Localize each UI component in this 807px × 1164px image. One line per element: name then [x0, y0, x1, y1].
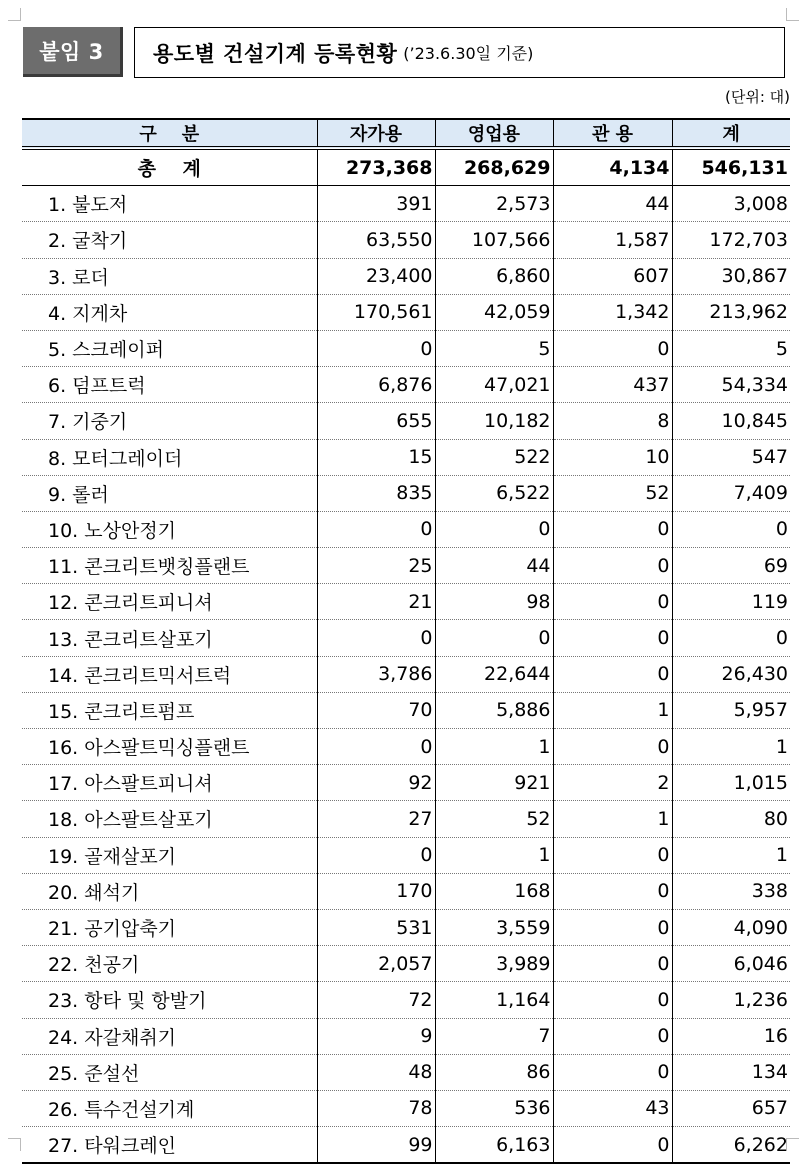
row-name: 4. 지게차 [48, 302, 128, 325]
row-government: 1 [553, 801, 672, 837]
row-sum: 4,090 [672, 909, 790, 945]
row-name: 14. 콘크리트믹서트럭 [48, 664, 232, 687]
row-private: 2,057 [317, 946, 435, 982]
row-name: 3. 로더 [48, 266, 109, 289]
header-private: 자가용 [317, 119, 435, 148]
row-name: 22. 천공기 [48, 954, 140, 977]
row-business: 86 [435, 1054, 553, 1090]
row-business: 22,644 [435, 656, 553, 692]
row-private: 3,786 [317, 656, 435, 692]
row-private: 63,550 [317, 222, 435, 258]
table-row [22, 1054, 790, 1090]
table-row [22, 1127, 790, 1164]
table-row [22, 367, 790, 403]
row-business: 7 [435, 1018, 553, 1054]
row-government: 0 [553, 1018, 672, 1054]
row-government: 0 [553, 511, 672, 547]
row-business: 44 [435, 548, 553, 584]
row-business: 1 [435, 729, 553, 765]
table-row [22, 258, 790, 294]
row-sum: 338 [672, 873, 790, 909]
row-name: 7. 기중기 [48, 411, 128, 434]
row-business: 6,522 [435, 475, 553, 511]
row-business: 168 [435, 873, 553, 909]
row-sum: 30,867 [672, 258, 790, 294]
row-sum: 26,430 [672, 656, 790, 692]
row-name: 1. 불도저 [48, 194, 128, 217]
row-name: 2. 굴착기 [48, 230, 128, 253]
row-private: 78 [317, 1090, 435, 1126]
table-row [22, 982, 790, 1018]
row-name: 12. 콘크리트피니셔 [48, 592, 213, 615]
table-row [22, 801, 790, 837]
row-sum: 5,957 [672, 692, 790, 728]
row-name: 27. 타워크레인 [48, 1135, 177, 1158]
row-government: 607 [553, 258, 672, 294]
table-row [22, 439, 790, 475]
row-business: 921 [435, 765, 553, 801]
row-business: 1 [435, 837, 553, 873]
row-government: 43 [553, 1090, 672, 1126]
row-sum: 547 [672, 439, 790, 475]
total-label: 총 계 [137, 158, 201, 181]
row-government: 0 [553, 982, 672, 1018]
row-private: 0 [317, 837, 435, 873]
row-business: 6,860 [435, 258, 553, 294]
row-government: 0 [553, 656, 672, 692]
row-name: 15. 콘크리트펌프 [48, 700, 195, 723]
row-sum: 16 [672, 1018, 790, 1054]
row-name: 8. 모터그레이더 [48, 447, 183, 470]
table-row [22, 729, 790, 765]
row-sum: 1 [672, 837, 790, 873]
row-sum: 6,046 [672, 946, 790, 982]
table-header-row [22, 119, 790, 148]
row-business: 0 [435, 620, 553, 656]
row-business: 3,989 [435, 946, 553, 982]
table-row [22, 1018, 790, 1054]
row-sum: 80 [672, 801, 790, 837]
row-government: 0 [553, 584, 672, 620]
row-private: 835 [317, 475, 435, 511]
row-private: 48 [317, 1054, 435, 1090]
row-private: 0 [317, 330, 435, 366]
row-business: 47,021 [435, 367, 553, 403]
table-row [22, 656, 790, 692]
table-row [22, 837, 790, 873]
row-government: 2 [553, 765, 672, 801]
row-private: 170,561 [317, 294, 435, 330]
row-name: 13. 콘크리트살포기 [48, 628, 213, 651]
row-sum: 3,008 [672, 186, 790, 222]
row-private: 99 [317, 1127, 435, 1164]
row-business: 2,573 [435, 186, 553, 222]
row-government: 0 [553, 1054, 672, 1090]
row-government: 0 [553, 330, 672, 366]
row-sum: 0 [672, 620, 790, 656]
row-business: 536 [435, 1090, 553, 1126]
row-government: 0 [553, 837, 672, 873]
page-corner-mark [8, 8, 21, 21]
page-title: 용도별 건설기계 등록현황 [153, 41, 398, 66]
table-row [22, 765, 790, 801]
row-sum: 10,845 [672, 403, 790, 439]
row-name: 11. 콘크리트뱃칭플랜트 [48, 556, 250, 579]
row-sum: 0 [672, 511, 790, 547]
row-government: 10 [553, 439, 672, 475]
row-government: 0 [553, 873, 672, 909]
row-name: 5. 스크레이퍼 [48, 339, 164, 362]
row-private: 27 [317, 801, 435, 837]
row-name: 23. 항타 및 항발기 [48, 990, 207, 1013]
row-sum: 5 [672, 330, 790, 366]
row-business: 3,559 [435, 909, 553, 945]
table-row [22, 584, 790, 620]
row-government: 0 [553, 909, 672, 945]
table-row [22, 403, 790, 439]
table-row [22, 909, 790, 945]
total-row [22, 148, 790, 186]
row-name: 17. 아스팔트피니셔 [48, 773, 213, 796]
row-name: 18. 아스팔트살포기 [48, 809, 213, 832]
row-sum: 6,262 [672, 1127, 790, 1164]
table-row [22, 620, 790, 656]
row-sum: 69 [672, 548, 790, 584]
row-sum: 172,703 [672, 222, 790, 258]
row-business: 5 [435, 330, 553, 366]
table-row [22, 873, 790, 909]
row-name: 6. 덤프트럭 [48, 375, 146, 398]
row-private: 70 [317, 692, 435, 728]
row-government: 437 [553, 367, 672, 403]
row-name: 25. 준설선 [48, 1062, 140, 1085]
row-name: 19. 골재살포기 [48, 845, 177, 868]
reference-date: (’23.6.30일 기준) [403, 44, 534, 63]
row-name: 9. 롤러 [48, 483, 109, 506]
row-sum: 119 [672, 584, 790, 620]
row-name: 26. 특수건설기계 [48, 1098, 195, 1121]
row-private: 0 [317, 620, 435, 656]
row-business: 52 [435, 801, 553, 837]
row-name: 10. 노상안정기 [48, 519, 177, 542]
row-name: 24. 자갈채취기 [48, 1026, 177, 1049]
row-business: 0 [435, 511, 553, 547]
row-government: 1 [553, 692, 672, 728]
row-government: 52 [553, 475, 672, 511]
row-private: 655 [317, 403, 435, 439]
row-business: 42,059 [435, 294, 553, 330]
row-sum: 134 [672, 1054, 790, 1090]
table-row [22, 186, 790, 222]
row-government: 0 [553, 729, 672, 765]
row-government: 8 [553, 403, 672, 439]
table-row [22, 1090, 790, 1126]
header-sum: 계 [672, 119, 790, 148]
attachment-badge: 붙임 3 [23, 27, 123, 77]
header-government: 관 용 [553, 119, 672, 148]
page-corner-mark [786, 8, 799, 21]
row-private: 0 [317, 729, 435, 765]
header-category: 구 분 [22, 119, 317, 148]
total-government: 4,134 [553, 148, 672, 186]
row-government: 0 [553, 946, 672, 982]
row-private: 23,400 [317, 258, 435, 294]
row-private: 25 [317, 548, 435, 584]
table-row [22, 222, 790, 258]
row-business: 522 [435, 439, 553, 475]
table-row [22, 294, 790, 330]
row-business: 10,182 [435, 403, 553, 439]
row-private: 72 [317, 982, 435, 1018]
row-private: 531 [317, 909, 435, 945]
row-government: 44 [553, 186, 672, 222]
row-business: 107,566 [435, 222, 553, 258]
row-sum: 1,236 [672, 982, 790, 1018]
row-business: 6,163 [435, 1127, 553, 1164]
total-private: 273,368 [317, 148, 435, 186]
row-government: 1,342 [553, 294, 672, 330]
row-sum: 1 [672, 729, 790, 765]
row-business: 98 [435, 584, 553, 620]
row-private: 15 [317, 439, 435, 475]
row-government: 0 [553, 620, 672, 656]
row-private: 9 [317, 1018, 435, 1054]
row-sum: 657 [672, 1090, 790, 1126]
row-sum: 54,334 [672, 367, 790, 403]
row-private: 21 [317, 584, 435, 620]
table-row [22, 475, 790, 511]
table-row [22, 511, 790, 547]
row-sum: 7,409 [672, 475, 790, 511]
row-name: 20. 쇄석기 [48, 881, 140, 904]
row-private: 6,876 [317, 367, 435, 403]
unit-note: (단위: 대) [725, 88, 790, 106]
row-private: 170 [317, 873, 435, 909]
row-private: 391 [317, 186, 435, 222]
table-row [22, 946, 790, 982]
row-government: 0 [553, 548, 672, 584]
row-name: 21. 공기압축기 [48, 918, 177, 941]
header-business: 영업용 [435, 119, 553, 148]
total-business: 268,629 [435, 148, 553, 186]
total-sum: 546,131 [672, 148, 790, 186]
row-name: 16. 아스팔트믹싱플랜트 [48, 737, 250, 760]
row-sum: 213,962 [672, 294, 790, 330]
row-business: 5,886 [435, 692, 553, 728]
row-private: 0 [317, 511, 435, 547]
row-sum: 1,015 [672, 765, 790, 801]
row-business: 1,164 [435, 982, 553, 1018]
registration-table [22, 118, 790, 1164]
table-row [22, 548, 790, 584]
row-government: 0 [553, 1127, 672, 1164]
row-private: 92 [317, 765, 435, 801]
title-box [134, 27, 785, 78]
table-row [22, 692, 790, 728]
page-corner-mark [8, 1138, 21, 1151]
row-government: 1,587 [553, 222, 672, 258]
table-row [22, 330, 790, 366]
